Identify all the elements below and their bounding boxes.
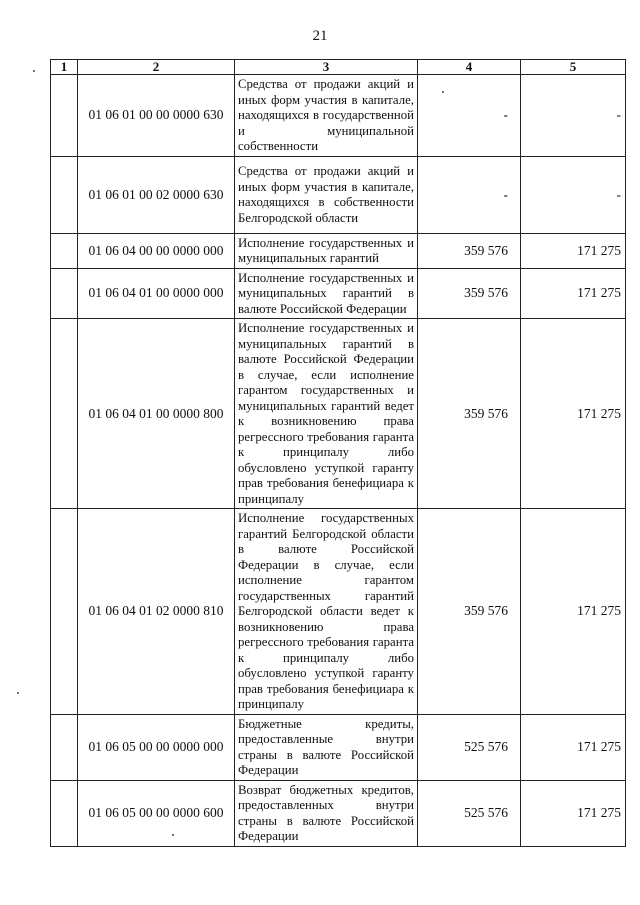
classification-code: 01 06 04 01 00 0000 800 [78,319,235,509]
source-description: Бюджетные кредиты, предоставленные внутри страны в валюте Российской Федерации [235,714,418,780]
column-header-5: 5 [521,60,626,75]
table-row [51,233,626,268]
table-row [51,75,626,157]
source-description: Средства от продажи акций и иных форм участия в капитале, находящихся в государственной и муниципальной собственности [235,75,418,157]
source-description: Исполнение государственных и муниципальных гарантий в валюте Российской Федерации в случае, если исполнение гарантом государственных и муниципальных гарантий ведет к возникновению права регрессного требования гаранта к принципалу либо обусловлено уступкой гаранту прав требования бенефициара к принципалу [235,319,418,509]
table-row [51,780,626,846]
row-number-cell [51,714,78,780]
amount-col5: 171 275 [521,233,626,268]
amount-col5: - [521,75,626,157]
row-number-cell [51,509,78,715]
amount-col4: 525 576 [418,714,521,780]
amount-col4: 359 576 [418,509,521,715]
row-number-cell [51,268,78,319]
scan-speck [172,834,174,836]
amount-col5: - [521,156,626,233]
amount-col4: 359 576 [418,233,521,268]
amount-col4: - [418,156,521,233]
source-description: Исполнение государственных гарантий Белгородской области в валюте Российской Федерации в случае, если исполнение гарантом государственных гарантий Белгородской области ведет к возникновению права регрессного требования гаранта к принципалу либо обусловлено уступкой гаранту прав требования бенефициара к принципалу [235,509,418,715]
page-number: 21 [312,28,328,44]
scan-speck [17,692,19,694]
classification-code: 01 06 01 00 02 0000 630 [78,156,235,233]
amount-col5: 171 275 [521,780,626,846]
classification-code: 01 06 05 00 00 0000 600 [78,780,235,846]
table-row [51,268,626,319]
column-header-2: 2 [78,60,235,75]
classification-code: 01 06 04 00 00 0000 000 [78,233,235,268]
source-description: Исполнение государственных и муниципальных гарантий в валюте Российской Федерации [235,268,418,319]
classification-code: 01 06 05 00 00 0000 000 [78,714,235,780]
amount-col4: 525 576 [418,780,521,846]
classification-code: 01 06 01 00 00 0000 630 [78,75,235,157]
table-row [51,319,626,509]
table-row [51,509,626,715]
row-number-cell [51,156,78,233]
table-row [51,156,626,233]
column-header-4: 4 [418,60,521,75]
scan-speck [442,91,444,93]
source-description: Возврат бюджетных кредитов, предоставленных внутри страны в валюте Российской Федерации [235,780,418,846]
column-header-3: 3 [235,60,418,75]
column-header-1: 1 [51,60,78,75]
amount-col5: 171 275 [521,268,626,319]
amount-col4: 359 576 [418,268,521,319]
amount-col4: - [418,75,521,157]
classification-code: 01 06 04 01 02 0000 810 [78,509,235,715]
row-number-cell [51,75,78,157]
classification-code: 01 06 04 01 00 0000 000 [78,268,235,319]
table-row [51,714,626,780]
amount-col5: 171 275 [521,714,626,780]
row-number-cell [51,780,78,846]
scan-speck [33,70,35,72]
row-number-cell [51,233,78,268]
table-header-row [51,60,626,75]
row-number-cell [51,319,78,509]
budget-sources-table [50,59,626,847]
amount-col5: 171 275 [521,509,626,715]
source-description: Исполнение государственных и муниципальных гарантий [235,233,418,268]
amount-col4: 359 576 [418,319,521,509]
source-description: Средства от продажи акций и иных форм участия в капитале, находящихся в собственности Белгородской области [235,156,418,233]
amount-col5: 171 275 [521,319,626,509]
